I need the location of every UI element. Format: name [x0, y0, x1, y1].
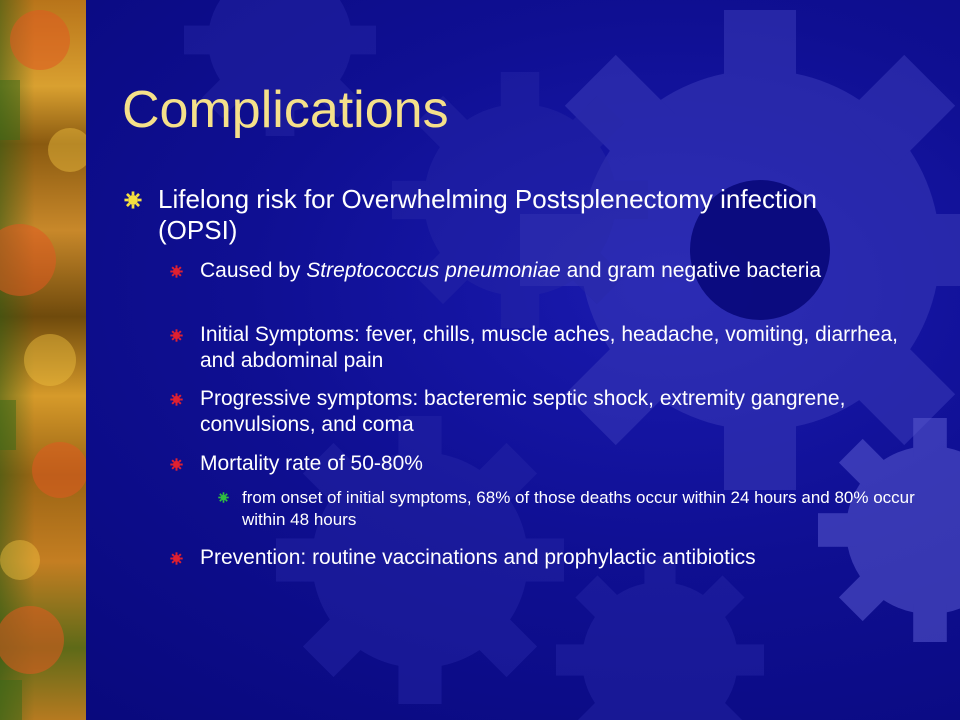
- list-item-text: Initial Symptoms: fever, chills, muscle aches, headache, vomiting, diarrhea, and abdominal pain: [200, 323, 898, 372]
- list-item-initial-symptoms: [200, 322, 920, 374]
- gear-bullet-icon: [170, 552, 183, 565]
- list-item-caused-by: [200, 258, 920, 284]
- list-item-mortality-detail: [242, 487, 922, 531]
- organism-name: Streptococcus pneumoniae: [306, 259, 561, 282]
- gear-bullet-icon: [170, 393, 183, 406]
- list-item-text: Progressive symptoms: bacteremic septic shock, extremity gangrene, convulsions, and coma: [200, 387, 846, 436]
- gear-bullet-icon: [170, 265, 183, 278]
- caused-suffix: and gram negative bacteria: [560, 259, 822, 282]
- slide-title: Complications: [122, 81, 449, 139]
- gear-bullet-icon: [170, 458, 183, 471]
- gear-bullet-icon: [170, 329, 183, 342]
- list-item-mortality: [200, 451, 920, 477]
- list-item-text: from onset of initial symptoms, 68% of those deaths occur within 24 hours and 80% occur within 48 hours: [242, 488, 915, 529]
- list-item-text: Mortality rate of 50-80%: [200, 452, 423, 475]
- list-item-prevention: [200, 545, 920, 571]
- list-item-progressive-symptoms: [200, 386, 920, 438]
- list-item-text: Lifelong risk for Overwhelming Postsplenectomy infection (OPSI): [158, 184, 817, 245]
- list-item-opsi-risk: [158, 184, 878, 246]
- gear-bullet-icon: [124, 191, 142, 209]
- list-item-text: [200, 258, 920, 284]
- gear-bullet-icon: [218, 492, 229, 503]
- list-item-text: Prevention: routine vaccinations and prophylactic antibiotics: [200, 546, 756, 569]
- caused-prefix: Caused by: [200, 259, 307, 282]
